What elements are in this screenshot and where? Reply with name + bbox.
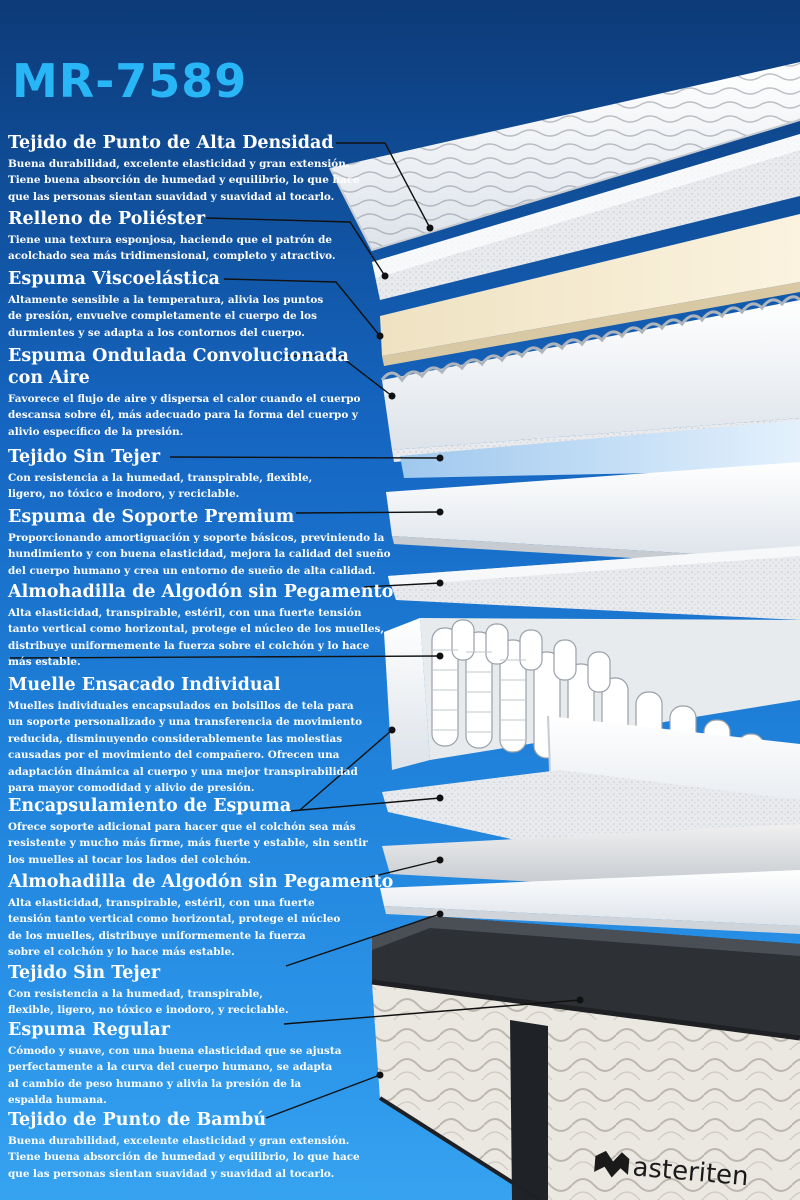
side-strap [510, 1020, 548, 1200]
layer-description: Alta elasticidad, transpirable, estéril, con una fuerte tensión tanto vertical como horizontal, protege el núcleo de los muelles, distribuye uniformemente la fuerza sobre el colchón y lo hace más estable. [8, 897, 341, 959]
layer-title: Almohadilla de Algodón sin Pegamento [8, 582, 394, 602]
layer-title: Tejido Sin Tejer [8, 963, 161, 983]
layer-description: Ofrece soporte adicional para hacer que el colchón sea más resistente y mucho más firme, más fuerte y estable, sin sentir los muelles al tocar los lados del colchón. [8, 821, 368, 866]
layer-title: Encapsulamiento de Espuma [8, 796, 292, 816]
layer-description: Buena durabilidad, excelente elasticidad y gran extensión. Tiene buena absorción de humedad y equilibrio, lo que hace que las personas sientan suavidad y suavidad al tocarlo. [8, 1135, 360, 1180]
layer-label-memory-foam [8, 268, 323, 341]
layer-title: Tejido de Punto de Bambú [8, 1110, 267, 1130]
layer-title: Muelle Ensacado Individual [8, 675, 281, 695]
layer-label-regular-foam [8, 1019, 341, 1109]
model-code: MR-7589 [12, 54, 248, 108]
layer-title: Almohadilla de Algodón sin Pegamento [8, 872, 394, 892]
layer-label-nonwoven-lower [8, 962, 289, 1019]
layer-label-cotton-pad-lower [8, 871, 393, 961]
layer-title: Tejido Sin Tejer [8, 447, 161, 467]
layer-label-polyester-fill [8, 208, 335, 265]
mattress-base [372, 916, 800, 1200]
layer-title: Relleno de Poliéster [8, 209, 206, 229]
layer-label-foam-encasement [8, 795, 368, 868]
layer-label-knit-fabric-top [8, 132, 360, 205]
layer-label-nonwoven-fabric [8, 446, 312, 503]
layer-title: Tejido de Punto de Alta Densidad [8, 133, 334, 153]
layer-description: Alta elasticidad, transpirable, estéril, con una fuerte tensión tanto vertical como horizontal, protege el núcleo de los muelles, distribuye uniformemente la fuerza sobre el colchón y lo hace más estable. [8, 607, 384, 669]
layer-description: Buena durabilidad, excelente elasticidad y gran extensión. Tiene buena absorción de humedad y equilibrio, lo que hace que las personas sientan suavidad y suavidad al tocarlo. [8, 158, 360, 203]
layer-description: Favorece el flujo de aire y dispersa el calor cuando el cuerpo descansa sobre él, más adecuado para la forma del cuerpo y alivio específico de la presión. [8, 393, 361, 438]
layer-description: Con resistencia a la humedad, transpirable, flexible, ligero, no tóxico e inodoro, y reciclable. [8, 988, 289, 1017]
layer-label-pocket-springs [8, 674, 362, 796]
layer-description: Cómodo y suave, con una buena elasticidad que se ajusta perfectamente a la curva del cuerpo humano, se adapta al cambio de peso humano y alivia la presión de la espalda humana. [8, 1045, 342, 1107]
layer-cotton-pad [388, 546, 800, 620]
layer-description: Proporcionando amortiguación y soporte básicos, previniendo la hundimiento y con buena elasticidad, mejora la calidad del sueño del cuerpo humano y crea un entorno de sueño de alta calidad. [8, 532, 391, 577]
layer-label-convoluted-foam [8, 345, 368, 440]
layer-title: Espuma de Soporte Premium [8, 507, 295, 527]
layer-label-premium-support-foam [8, 506, 391, 579]
layer-description: Altamente sensible a la temperatura, alivia los puntos de presión, envuelve completamente el cuerpo de los durmientes y se adapta a los contornos del cuerpo. [8, 294, 324, 339]
svg-text:asteriten: asteriten [631, 1152, 750, 1193]
layer-label-cotton-pad [8, 581, 393, 671]
layer-title: Espuma Viscoelástica [8, 269, 220, 289]
layer-label-bamboo-knit [8, 1109, 360, 1182]
layer-description: Con resistencia a la humedad, transpirable, flexible, ligero, no tóxico e inodoro, y reciclable. [8, 472, 313, 501]
layer-title: Espuma Ondulada Convolucionada con Aire [8, 346, 349, 388]
layer-description: Muelles individuales encapsulados en bolsillos de tela para un soporte personalizado y una transferencia de movimiento reducida, disminuyendo considerablemente las molestias causadas por el movimiento del compañero. Ofrecen una adaptación dinámica al cuerpo y una mejor transpirabilidad para mayor comodidad y alivio de presión. [8, 700, 363, 795]
layer-description: Tiene una textura esponjosa, haciendo que el patrón de acolchado sea más tridimensional, completo y atractivo. [8, 234, 336, 263]
layer-title: Espuma Regular [8, 1020, 170, 1040]
